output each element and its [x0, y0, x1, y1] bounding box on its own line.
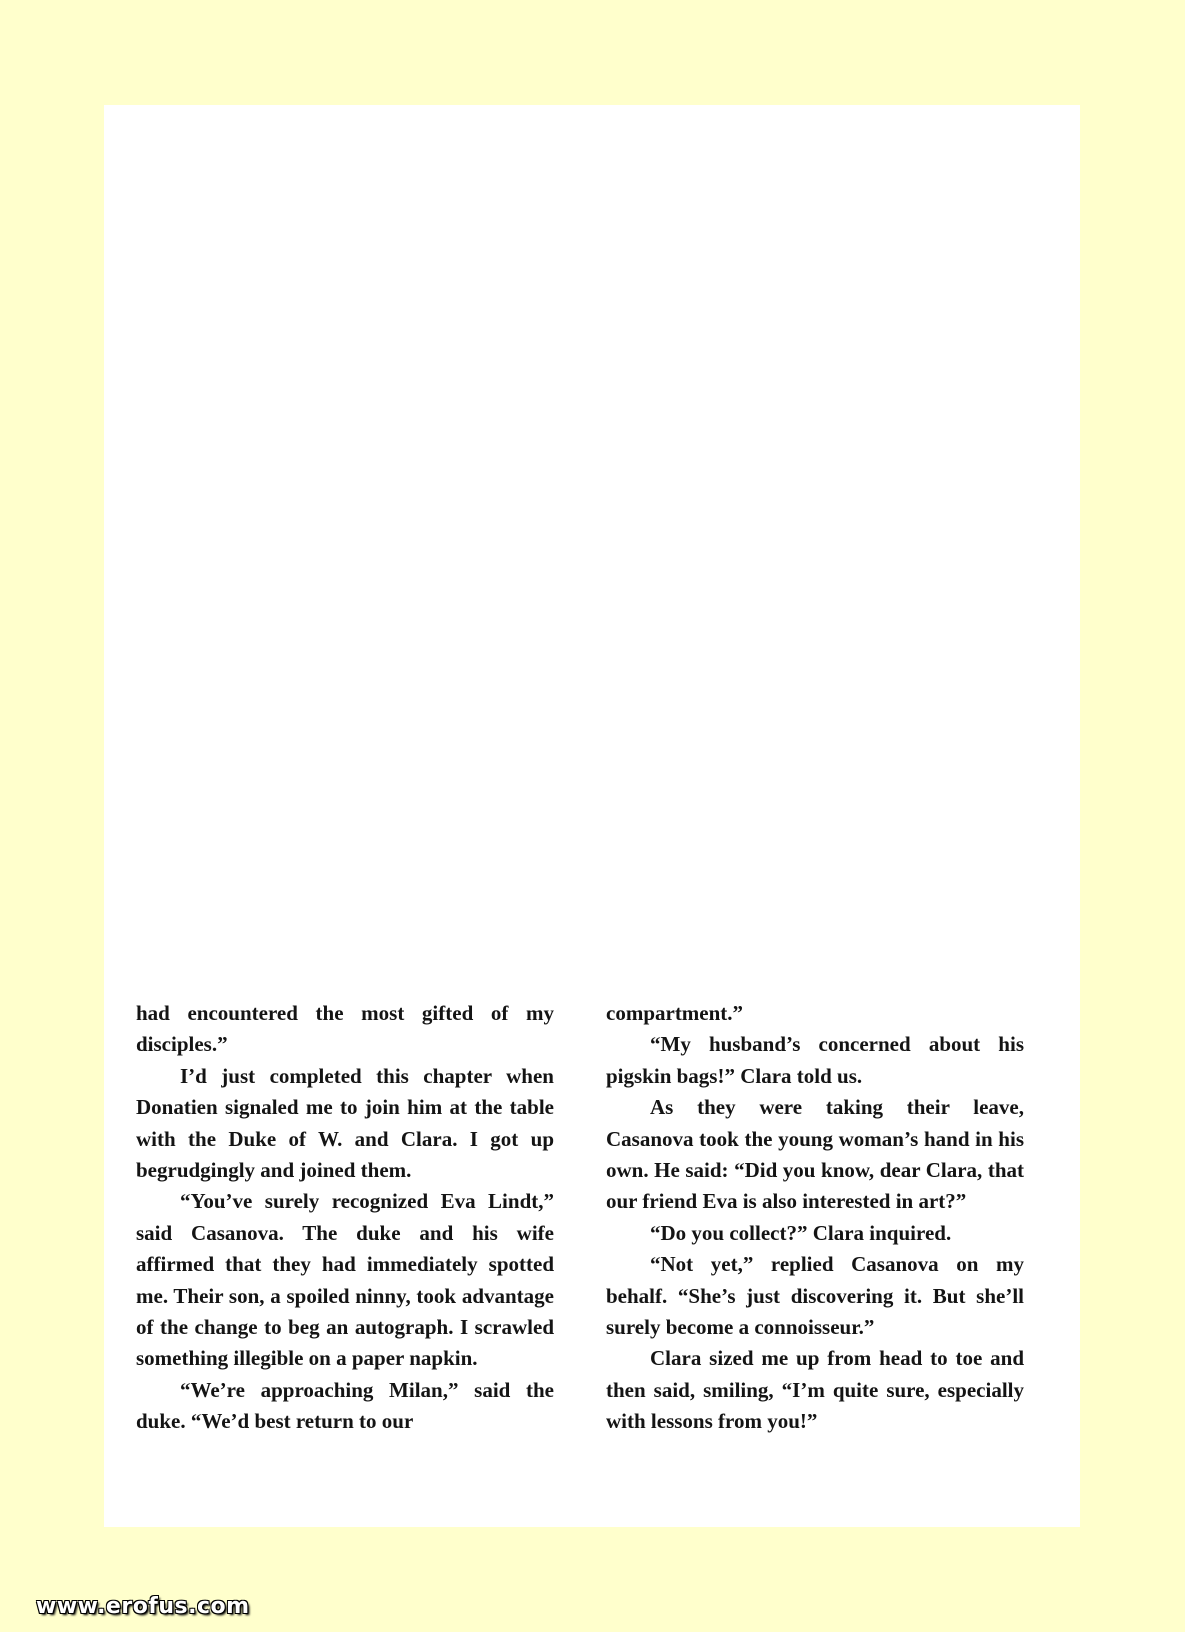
paragraph: had encountered the most gifted of my disciples.”	[136, 1001, 554, 1057]
paragraph: “Not yet,” replied Casanova on my behalf. “She’s just discovering it. But she’ll surely become a connoisseur.”	[606, 1252, 1024, 1340]
paragraph: As they were taking their leave, Casanova took the young woman’s hand in his own. He said: “Did you know, dear Clara, that our friend Eva is also interested in art?”	[606, 1095, 1024, 1214]
paragraph: Clara sized me up from head to toe and then said, smiling, “I’m quite sure, especially with lessons from you!”	[606, 1346, 1024, 1434]
watermark-text: www.erofus.com	[36, 1594, 250, 1619]
text-column-right	[606, 998, 1024, 1438]
paragraph: “You’ve surely recognized Eva Lindt,” said Casanova. The duke and his wife affirmed that they had immediately spotted me. Their son, a spoiled ninny, took advantage of the change to beg an autograph. I scrawled something illegible on a paper napkin.	[136, 1189, 554, 1371]
text-column-left	[136, 998, 554, 1438]
paragraph: “Do you collect?” Clara inquired.	[650, 1220, 952, 1245]
paragraph: compartment.”	[606, 1001, 744, 1025]
paragraph: “My husband’s concerned about his pigskin bags!” Clara told us.	[606, 1032, 1024, 1088]
paragraph: “We’re approaching Milan,” said the duke. “We’d best return to our	[136, 1377, 554, 1434]
paragraph: I’d just completed this chapter when Donatien signaled me to join him at the table with the Duke of W. and Clara. I got up begrudgingly and joined them.	[136, 1063, 554, 1183]
book-page	[104, 105, 1080, 1527]
